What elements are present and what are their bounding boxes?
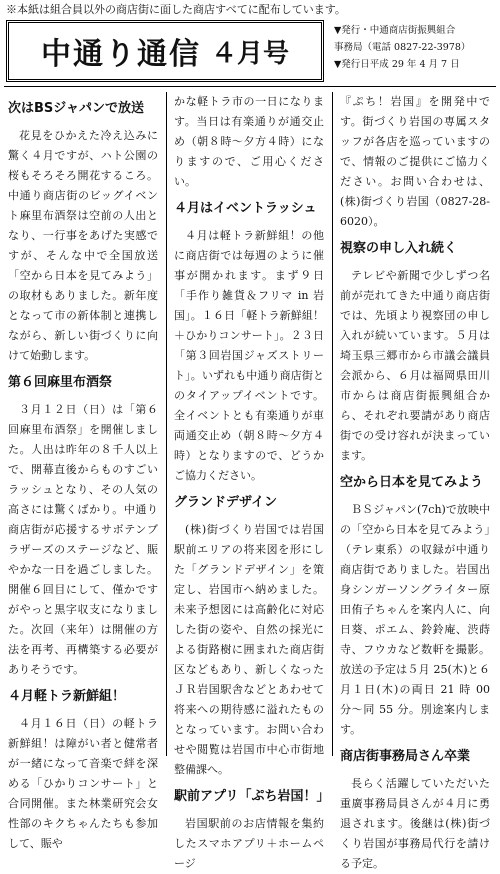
publisher-line: ▼発行・中通商店街振興組合 bbox=[334, 25, 456, 36]
article-body: 岩国駅前のお店情報を集約したスマホアプリ＋ホームページ bbox=[174, 817, 324, 870]
column-1 bbox=[8, 92, 158, 850]
article-heading: 次はBSジャパンで放送 bbox=[8, 101, 145, 116]
distribution-notice: ※本紙は組合員以外の商店街に面した商店すべてに配布しています。 bbox=[6, 3, 346, 16]
column-3 bbox=[340, 92, 490, 870]
article-heading: 視察の申し入れ続く bbox=[340, 241, 458, 256]
article-heading: 第６回麻里布酒祭 bbox=[8, 375, 113, 390]
article-body: ４月１６日（日）の軽トラ新鮮組！は障がい者と健常者が一緒になって音楽で絆を深める「ひかりコンサート」と合同開催。また林業研究会女性部のキクちゃんたちも参加して、賑や bbox=[8, 717, 158, 850]
article-body: 『ぷち！岩国』を開発中です。街づくり岩国の専属スタッフが各店を巡っていますので、情報のご提供にご協力ください。お問い合わせは、(株)街づくり岩国（0827-28-6020）。 bbox=[340, 95, 490, 228]
article-body: (株)街づくり岩国では岩国駅前エリアの将来図を形にした「グランドデザイン」を策定し、岩国市へ納めました。未来予想図には高齢化に対応した街の姿や、自然の採光による街路樹に囲まれた商店街区などもあり、新しくなったＪＲ岩国駅舎などとあわせて将来への期待感に溢れたものとなっています。お問い合わせや閲覧は岩国市中心市街地整備課へ。 bbox=[174, 523, 324, 776]
article-heading: 商店街事務局さん卒業 bbox=[340, 749, 471, 764]
article-heading: ４月軽トラ新鮮組！ bbox=[8, 689, 126, 704]
article-body: 花見をひかえた冷え込みに驚く４月ですが、ハト公園の桜もそろそろ開花するころ。中通り商店街のビッグイベント麻里布酒祭は空前の人出となり、一行事をあげた実感ですが、そんな中で全国放送「空から日本を見てみよう」の取材もありました。新年度となって市の新体制と連携しながら、新しい街づくりに向けて始動します。 bbox=[8, 129, 158, 362]
article-body: 長らく活躍していただいた重廣事務局員さんが４月に勇退されます。後継は(株)街づくり岩国が事務局代行を請ける予定。 bbox=[340, 777, 490, 870]
article-body: テレビや新聞で少しずつ名前が売れてきた中通り商店街では、先頃より視察団の申し入れが続いています。５月は埼玉県三郷市から市議会議員会派から、６月は福岡県田川市からは商店街振興組合から、それぞれ要請があり商店街での受け容れが決まっています。 bbox=[340, 269, 490, 462]
publisher-info bbox=[334, 22, 496, 73]
column-divider bbox=[332, 92, 333, 756]
article-heading: 駅前アプリ「ぷち岩国！」 bbox=[174, 789, 330, 804]
header-divider bbox=[4, 86, 496, 87]
article-body: ４月は軽トラ新鮮組！の他に商店街では毎週のように催事が開かれます。まず９日「手作り雑貨＆フリマ in 岩国」。１６日「軽トラ新鮮組！＋ひかりコンサート」。２３日「第３回岩国ジャズストリート」。いずれも中通り商店街とのタイアップイベントです。全イベントとも有楽通りが車両通交止め（朝８時〜夕方４時）となりますので、どうかご協力ください。 bbox=[174, 229, 324, 482]
article-body: ３月１２日（日）は「第６回麻里布酒祭」を開催しました。人出は昨年の８千人以上で、開幕直後からものすごいラッシュとなり、その人気の高さには驚くばかり。中通り商店街が応援するサボテンブラザーズのステージなど、賑やかな一日を過ごしました。開催６回目にして、僅かですがやっと黒字収支になりました。次回（来年）は開催の方法を再考、再構築する必要がありそうです。 bbox=[8, 403, 158, 676]
masthead bbox=[6, 20, 324, 82]
article-heading: グランドデザイン bbox=[174, 495, 278, 510]
article-body: かな軽トラ市の一日になります。当日は有楽通りが通交止め（朝８時〜夕方４時）になりますので、ご用心ください。 bbox=[174, 95, 324, 188]
issue-month: ４月号 bbox=[210, 38, 289, 69]
article-body: ＢＳジャパン(7ch)で放映中の「空から日本を見てみよう」（テレ東系）の収録が中通り商店街でありました。岩国出身シンガーソングライター原田侑子ちゃんを案内人に、向日葵、ポエム、鈴鈴庵、渋蒔寺、フウカなど数軒を撮影。放送の予定は５月 25(木)と６月１日(木)の両日 21 時 00 分〜同 55 分。別途案内します。 bbox=[340, 503, 490, 736]
publisher-phone: 事務局（電話 0827-22-3978） bbox=[334, 42, 471, 53]
publish-date: ▼発行日平成 29 年 4 月 7 日 bbox=[334, 59, 460, 70]
column-2 bbox=[174, 92, 330, 870]
newsletter-title: 中通り通信 bbox=[40, 37, 201, 72]
article-heading: ４月はイベントラッシュ bbox=[174, 201, 317, 216]
article-heading: 空から日本を見てみよう bbox=[340, 475, 484, 490]
column-divider bbox=[166, 92, 167, 756]
